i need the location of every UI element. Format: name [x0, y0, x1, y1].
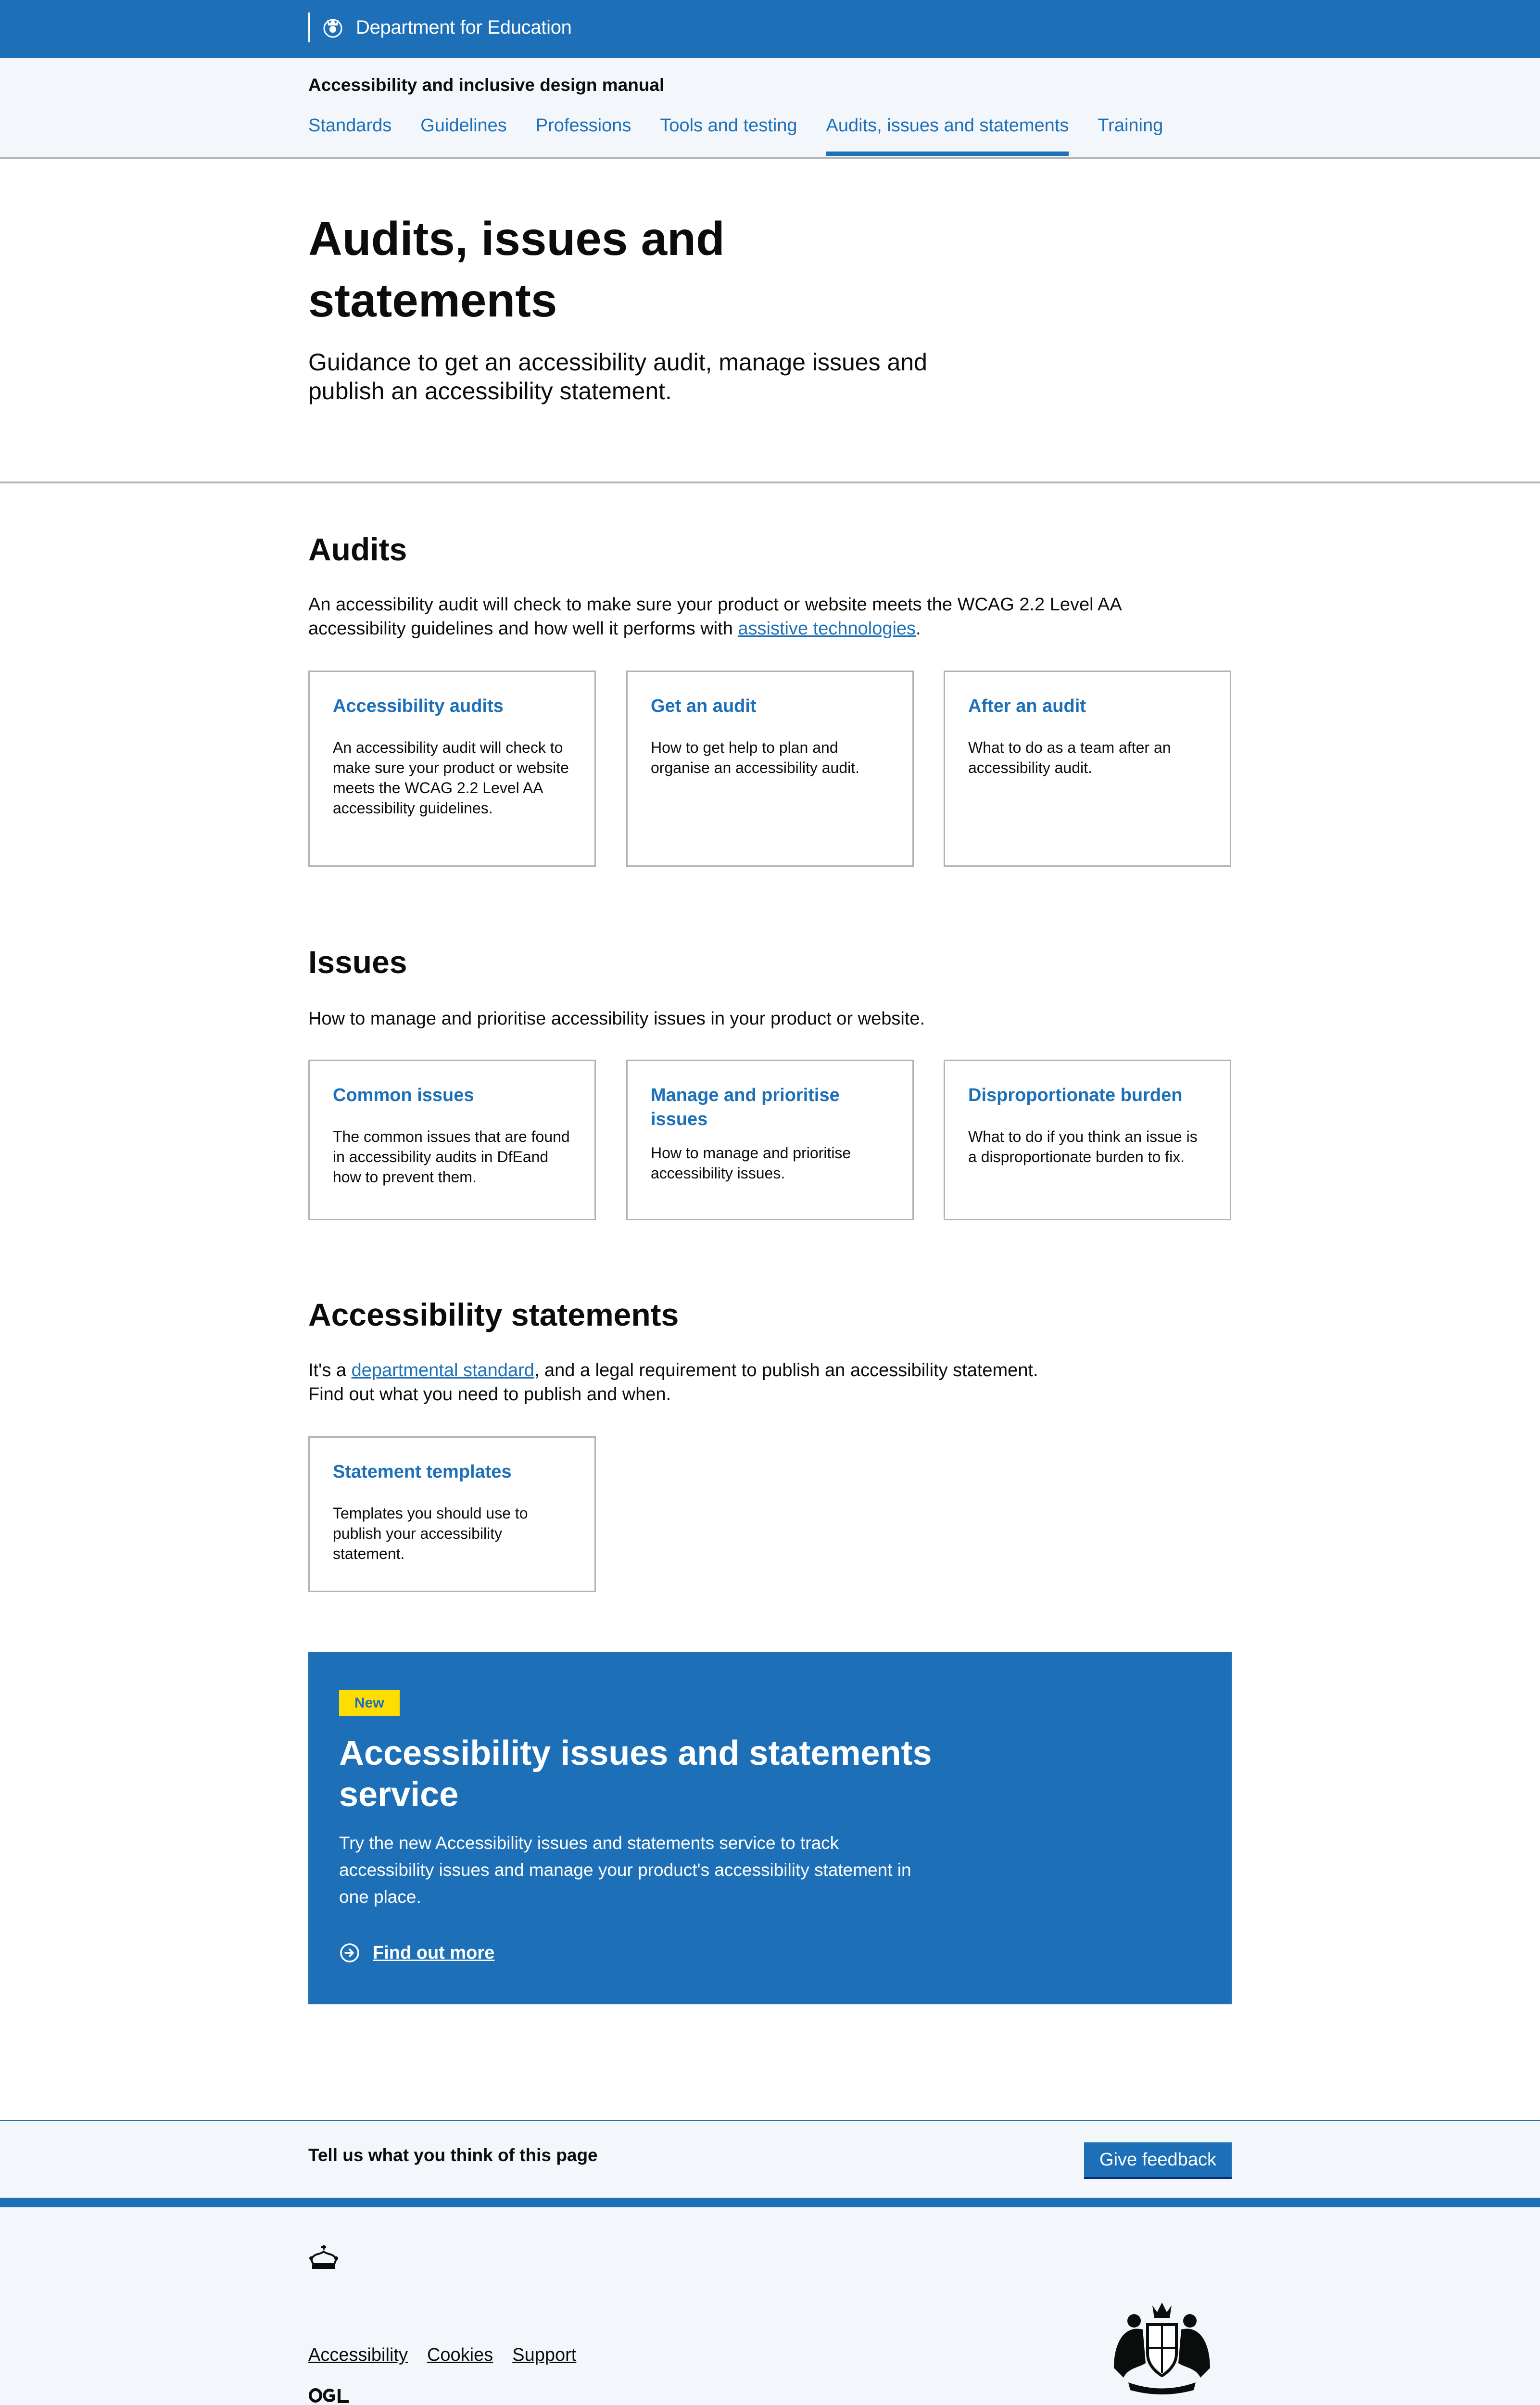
card-accessibility-audits[interactable] [308, 671, 596, 867]
nav-standards[interactable]: Standards [308, 115, 392, 136]
promo-body: Try the new Accessibility issues and statements service to track accessibility issues and manage your product's accessibility statement in one place. [339, 1833, 911, 1907]
footer-links [308, 2345, 595, 2366]
feedback-prompt: Tell us what you think of this page [308, 2145, 598, 2165]
royal-coat-of-arms-icon [1104, 2296, 1220, 2398]
card-title[interactable]: Common issues [333, 1085, 474, 1105]
dfe-logo-link[interactable] [308, 13, 572, 42]
statements-intro-line2: Find out what you need to publish and when. [308, 1384, 671, 1405]
issues-heading: Issues [308, 944, 407, 980]
issues-intro: How to manage and prioritise accessibility issues in your product or website. [308, 1009, 925, 1029]
card-description: The common issues that are found in accessibility audits in DfEand how to prevent them. [333, 1128, 570, 1186]
card-title[interactable]: Accessibility audits [333, 696, 504, 716]
page-title: Audits, issues and statements [308, 212, 725, 327]
audits-intro-end: . [916, 619, 921, 639]
page-lede: Guidance to get an accessibility audit, manage issues and publish an accessibility statement. [308, 349, 927, 405]
org-name: Department for Education [356, 16, 572, 38]
give-feedback-button[interactable]: Give feedback [1084, 2142, 1232, 2179]
footer-top-border [0, 2198, 1540, 2207]
footer-link-support[interactable]: Support [512, 2345, 577, 2365]
new-badge: New [339, 1690, 400, 1716]
card-title[interactable]: Statement templates [333, 1462, 512, 1482]
card-common-issues[interactable] [308, 1060, 596, 1220]
card-title[interactable]: Disproportionate burden [968, 1085, 1183, 1105]
statements-intro-text: It's a [308, 1360, 352, 1380]
statements-heading: Accessibility statements [308, 1297, 679, 1332]
card-description: How to manage and prioritise accessibility issues. [651, 1144, 851, 1182]
nav-training[interactable]: Training [1098, 115, 1163, 136]
nav-professions[interactable]: Professions [535, 115, 631, 136]
audits-heading: Audits [308, 532, 407, 567]
assistive-technologies-link[interactable]: assistive technologies [738, 619, 916, 639]
find-out-more[interactable] [339, 1942, 494, 1963]
footer-link-cookies[interactable]: Cookies [427, 2345, 493, 2365]
promo-panel [308, 1652, 1232, 2004]
find-out-more-link[interactable]: Find out more [373, 1942, 495, 1963]
departmental-standard-link[interactable]: departmental standard [351, 1360, 534, 1380]
card-after-an-audit[interactable] [944, 671, 1231, 867]
audits-intro-text: An accessibility audit will check to make sure your product or website meets the WCAG 2.2 Level AA accessibility guidelines and how well it performs with [308, 595, 1121, 639]
footer-link-accessibility[interactable]: Accessibility [308, 2345, 408, 2365]
card-description: An accessibility audit will check to make sure your product or website meets the WCAG 2.2 Level AA accessibility guidelines. [333, 739, 569, 817]
feedback-bar [0, 2120, 1540, 2199]
card-disproportionate-burden[interactable] [944, 1060, 1231, 1220]
audits-intro [308, 593, 1126, 641]
arrow-circle-right-icon [339, 1942, 360, 1963]
card-title[interactable]: Manage and prioritise issues [651, 1085, 840, 1129]
card-title[interactable]: After an audit [968, 696, 1086, 716]
statements-intro [308, 1358, 1222, 1406]
dfe-crest-icon [318, 13, 347, 42]
card-title[interactable]: Get an audit [651, 696, 757, 716]
nav-tools-and-testing[interactable]: Tools and testing [660, 115, 797, 136]
primary-navigation [308, 115, 1192, 156]
card-description: What to do if you think an issue is a disproportionate burden to fix. [968, 1128, 1198, 1165]
section-divider [0, 481, 1540, 483]
top-header-bar [0, 0, 1540, 58]
crown-icon [308, 2243, 339, 2271]
statements-intro-end: , and a legal requirement to publish an accessibility statement. [534, 1360, 1038, 1380]
card-get-an-audit[interactable] [626, 671, 914, 867]
nav-audits-issues-statements[interactable]: Audits, issues and statements [826, 115, 1069, 156]
service-title[interactable]: Accessibility and inclusive design manual [308, 75, 665, 95]
card-description: Templates you should use to publish your accessibility statement. [333, 1505, 528, 1562]
card-statement-templates[interactable] [308, 1436, 596, 1592]
nav-guidelines[interactable]: Guidelines [420, 115, 507, 136]
promo-title: Accessibility issues and statements service [339, 1734, 932, 1814]
footer [0, 2207, 1540, 2405]
card-manage-and-prioritise[interactable] [626, 1060, 914, 1220]
card-description: What to do as a team after an accessibility audit. [968, 739, 1171, 776]
ogl-logo-icon [308, 2387, 350, 2404]
card-description: How to get help to plan and organise an accessibility audit. [651, 739, 860, 776]
